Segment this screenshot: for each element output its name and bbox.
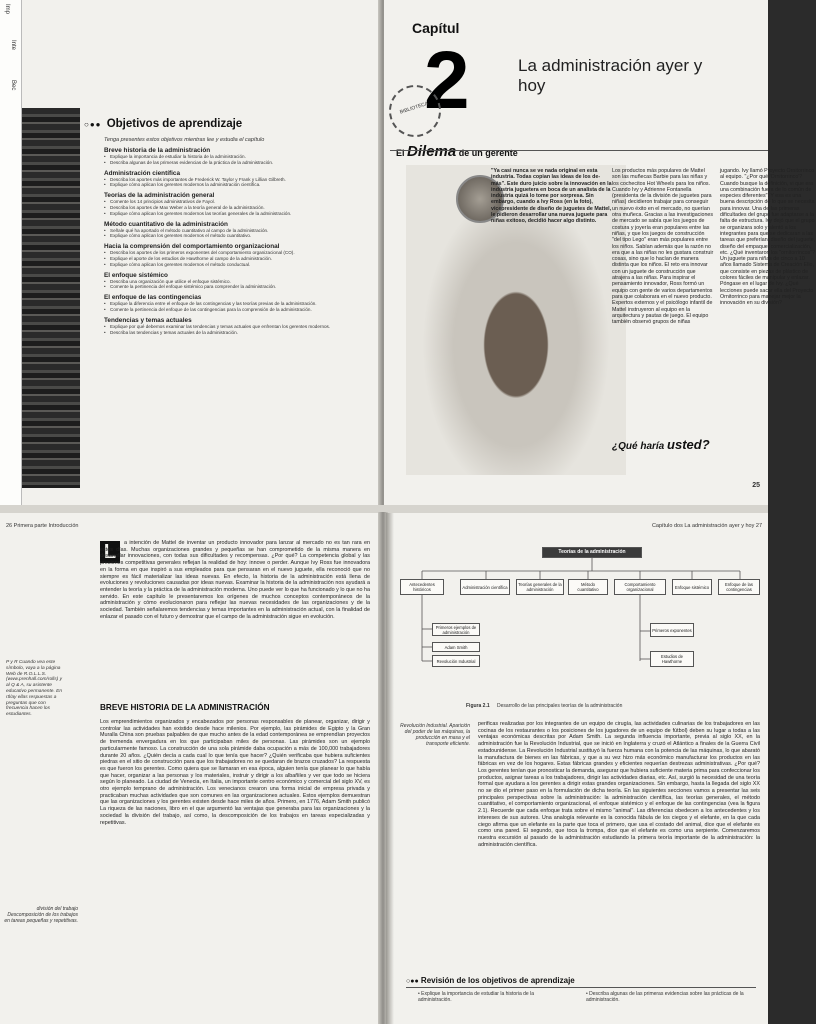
objective-heading: Método cuantitativo de la administración	[104, 220, 228, 228]
objective-item: • Explique cómo aplican los gerentes modernos el método cuantitativo.	[104, 233, 374, 239]
body-text: perificas realizadas por los integrantes de un equipo de cirugía, las actividades culinarias de los trabajadores en las cocinas de los restaurantes o los posiciones de los jugadores de un equipo de fútbol) deben su lugar a todas a las ventajas económicas descritas por Adam Smith. La segunda influencia importante, previa al siglo XX, en la administración fue la Revolución Industrial, que se inició en Inglaterra y cruzó el Atlántico a finales de la Guerra Civil estadounidense. La Revolución Industrial sustituyó la fuerza humana con la potencia de las máquinas, lo que abarató la manufactura de bienes en las fábricas, y que a su vez hizo más económico manufacturar los productos en las fábricas en vez de los hogares. Estas fábricas grandes y eficientes requerían destrezas administrativas. ¿Por qué? Los gerentes tenían que pronosticar la demanda, asegurar que hubiera suficiente materia prima para confeccionar los productos, asignar tareas a los trabajadores, dirigir las actividades diarias, etc. Así, surgió la necesidad de una teoría formal que ayudara a los gerentes a dirigir estas grandes organizaciones. Sin embargo, hasta la llegada del siglo XX no se dio el primer paso en la formulación de dicha teoría. En las siguientes secciones vamos a presentar las seis principales perspectivas sobre la administración: la administración científica, las teorías generales, el método cuantitativo, el comportamiento organizacional, el enfoque sistémico y el enfoque de las contingencias (vea la figura 2.1). Recuerde que cada enfoque trata sobre el mismo "animal". Las diferencias obedecen a los antecedentes y los intereses de sus autores. Una analogía relevante es la conocida fábula de los ciegos y el elefante, en la que cada ciego afirma que un elefante es la parte que toca el primero, que usa el costado del animal, dice que el elefante es como una pared. El segundo, que toca la trompa, dice que el elefante es como una serpiente. Comenzaremos nuestra excursión al pasado de la administración estudiando la primera teoría importante de la administración: la administración científica.	[478, 721, 760, 848]
pyr-sidenote: P y R Cuando vea este símbolo, vaya a la página Web de R.O.L.L.S. (www.prenhall.com/rolls) y al Q & A, su asistente educativo permanente. En rtl/ay ellas respuestas a preguntas que con frecuencia hacen los estudiantes.	[6, 660, 63, 718]
page-27	[386, 513, 768, 1024]
diagram-node: Administración científica	[460, 579, 510, 595]
objective-item: • Comente la pertinencia del enfoque sistémico para comprender la administración.	[104, 284, 374, 290]
objective-section	[104, 272, 374, 291]
diagram-node: Enfoque de las contingencias	[718, 579, 760, 595]
drop-cap: L	[100, 541, 120, 563]
diagram-subnode: Revolución Industrial	[432, 655, 480, 667]
objective-item: • Describa las tendencias y temas actuales de la administración.	[104, 330, 374, 336]
page-objectives	[0, 0, 382, 505]
objective-item: • Describa los aportes más importantes de Frederick W. Taylor y Frank y Lillian Gilbreth.	[104, 177, 374, 183]
objective-item: • Explique la importancia de estudiar la historia de la administración.	[104, 154, 374, 160]
dilema-heading: El Dilema de un gerente	[396, 143, 518, 160]
film-strip	[0, 0, 22, 505]
diagram-node: Enfoque sistémico	[672, 579, 712, 595]
objective-item: • Explique cómo aplican los gerentes modernos las teorías generales de la administración.	[104, 211, 374, 217]
margin-definition: Revolución Industrial. Aparición del poder de las máquinas, la producción en masa y el transporte eficiente.	[400, 723, 470, 747]
bullet-dots-icon: ○●●	[406, 978, 419, 985]
objective-section	[104, 317, 374, 336]
running-head: Capítulo dos La administración ayer y hoy 27	[651, 523, 762, 529]
objective-item: • Describa una organización que utilice el enfoque sistémico.	[104, 279, 374, 285]
figure-2-1-diagram	[392, 535, 762, 673]
objective-list	[104, 250, 374, 267]
dilema-column-3: jugando. Ivy llamó Proyecto Ornitorrinco al equipo. "¿Por qué 'Ornitorrinco'? Cuando busque la definición, vi que era una combinación fuera de lo común de especies diferentes". Y esa es una buena descripción de lo que se necesita para innovar. Una de las primeras dificultades del grupo fue adaptarse a la falta de estructura. Ivy dejó que el grupo se organizara solo y alentó a los integrantes para que se dedicaran a las tareas que preferían: diseño del juguete, diseño del empaque, comercialización, etc. ¿Qué inventaron los "ornitorrincos"? Un juguete para niñas de cinco a 10 años llamado Sistema de Creación Ello, que consiste en piezas de plástico de colores fáciles de manipular y enlazar. Póngase en el lugar de Ivy. ¿Qué lecciones puede sacar ella del Proyecto Ornitorrinco para manejar mejor la innovación en su división?	[720, 168, 816, 307]
objective-heading: El enfoque sistémico	[104, 271, 168, 279]
objective-section	[104, 170, 374, 189]
dilema-quote: "Ya casi nunca se ve nada original en esta industria. Todas copian las ideas de los de-más". Este duro juicio sobre la innovación en la industria juguetera en boca de un analista de la industria quizá lo tome por sorpresa. Sin embargo, cuando a Ivy Ross (en la foto), vicepresidente de diseño de juguetes de Mattel, le pidieron desarrollar una nueva juguete para niñas exitoso, decidió hacer algo distinto.	[491, 168, 612, 225]
intro-text: a intención de Mattel de inventar un producto innovador para lanzar al mercado no es tan rara en estos días. Muchas organizaciones grandes y pequeñas se han comprometido de la misma manera en desarrollar innovaciones, con todas sus dificultades y recompensas. ¿Por qué? La competencia global y las presiones competitivas generales reflejan la realidad de hoy: innove o perder. Aunque Ivy Ross fue innovadora en la forma en que inspiró a sus empleados para que pensaran en el nuevo juguete, ella reconoció que no siempre es fácil materializar las ideas nuevas. En efecto, la historia de la administración está llena de evoluciones y revoluciones causadas por ideas nuevas. Examinar la historia de la administración nos ayudará a entender la teoría y la práctica de la administración moderna. Uno puede ver lo que ha funcionado y lo que no ha servido. En este capítulo le presentaremos los orígenes de muchos conceptos contemporáneos de la administración y cómo evolucionaron para reflejar las nuevas necesidades de las organizaciones y de la sociedad. También señalaremos tendencias y temas importantes en la administración actual, con la finalidad de enlazar el pasado con el futuro y demostrar que el campo de la administración sigue en evolución.	[100, 540, 371, 620]
objective-item: • Explique cómo aplican los gerentes modernos el método conductual.	[104, 262, 374, 268]
page-chapter-opener	[384, 0, 816, 505]
objective-section	[104, 221, 374, 240]
bullet-dots-icon: ○●●	[84, 120, 102, 129]
objective-section	[104, 192, 374, 216]
page-26	[0, 513, 382, 1024]
strip-label: Bec	[10, 80, 16, 91]
objective-item: • Comente los 14 principios administrativos de Fayol.	[104, 199, 374, 205]
que-haria-usted: ¿Qué haría usted?	[612, 437, 710, 452]
margin-definition: división del trabajo Descomposición de los trabajos en tareas pequeñas y repetitivas.	[4, 906, 78, 924]
section-text: Los emprendimientos organizados y encabezados por personas responsables de planear, organizar, dirigir y controlar las actividades han existido desde hace milenios. Por ejemplo, las pirámides de Egipto y la Gran Muralla China son pruebas palpables de que mucho antes de la edad contemporánea se emprendían proyectos de tremenda envergadura en los que participaban miles de personas. Las pirámides son un ejemplo particularmente famoso. La construcción de una sola pirámide daba ocupación a más de 100,000 trabajadores durante 20 años. ¿Quién decía a cada cual lo que tenía que hacer? ¿Quién verificaba que hubiera suficientes piedras en el sitio de construcción para que los trabajadores no se quedaran de brazos cruzados? La respuesta es que fueron los gerentes. Como quiera que se llamaran en esa época, alguien tenía que planear lo que había que hacer, organizar a las personas y los materiales, instruir y dirigir a los albañiles y ver que todo se hiciera según lo planeado. La ciudad de Venecia, en Italia, un importante centro económico y comercial del siglo XV, es otro ejemplo temprano de administración. Los venecianos crearon una forma inicial de empresa privada y practicaban muchas actividades que son comunes en las organizaciones actuales. Estos ejemplos demuestran que las organizaciones y los gerentes existen desde hace miles de años. Primero, en 1776, Adam Smith publicó La riqueza de las naciones, libro en el que argumentó las ventajas que generaba para las organizaciones y la sociedad la división del trabajo, así como, la descomposición de los trabajos en tareas especializadas y repetitivas.	[100, 719, 370, 826]
strip-label: Inte	[10, 40, 16, 51]
diagram-node: Teorías generales de la administración	[516, 579, 564, 595]
objective-list	[104, 154, 374, 166]
objective-list	[104, 177, 374, 189]
diagram-node: Método cuantitativo	[568, 579, 608, 595]
objectives-intro: Tenga presentes estos objetivos mientras lee y estudia el capítulo	[104, 137, 265, 143]
objective-section	[104, 243, 374, 267]
chapter-label: Capítul	[412, 20, 460, 36]
objective-item: • Describa los aportes de los primeros exponentes del comportamiento organizacional (CO).	[104, 250, 374, 256]
objective-heading: Breve historia de la administración	[104, 147, 211, 154]
objective-heading: Tendencias y temas actuales	[104, 316, 192, 324]
objective-list	[104, 228, 374, 240]
objective-heading: Hacia la comprensión del comportamiento organizacional	[104, 243, 280, 251]
objectives-title: ○●● Objetivos de aprendizaje	[84, 118, 243, 130]
objective-item: • Describa algunas de las primeras evidencias de la práctica de la administración.	[104, 160, 374, 166]
diagram-root: Teorías de la administración	[542, 547, 642, 558]
revision-heading: ○●● Revisión de los objetivos de aprendizaje	[406, 976, 575, 985]
diagram-subnode: Estudios de Hawthorne	[650, 651, 694, 667]
diagram-node: Comportamiento organizacional	[614, 579, 666, 595]
objective-list	[104, 199, 374, 216]
objective-heading: Administración científica	[104, 169, 180, 177]
objective-heading: El enfoque de las contingencias	[104, 294, 202, 302]
objective-section	[104, 147, 374, 166]
objective-item: • Señale qué ha aportado el método cuantitativo al campo de la administración.	[104, 228, 374, 234]
objective-list	[104, 279, 374, 291]
running-head: 26 Primera parte Introducción	[6, 523, 79, 529]
diagram-subnode: Adam Smith	[432, 642, 480, 652]
objective-section	[104, 294, 374, 313]
objective-item: • Comente la pertinencia del enfoque de las contingencias para la comprensión de la administración.	[104, 307, 374, 313]
chapter-title: La administración ayer y hoy	[518, 56, 703, 95]
objective-item: • Explique la diferencia entre el enfoque de las contingencias y las teorías previas de la administración.	[104, 301, 374, 307]
chapter-number: 2	[424, 35, 470, 126]
revision-item: • Explique la importancia de estudiar la historia de la administración.	[418, 991, 534, 1003]
diagram-subnode: Primeros ejemplos de administración	[432, 623, 480, 636]
objective-item: • Explique el aporte de los estudios de Hawthorne al campo de la administración.	[104, 256, 374, 262]
revision-item: • Describa algunas de las primeras evidencias sobre las prácticas de la administración.	[586, 991, 744, 1003]
objective-item: • Describa los aportes de Max Weber a la teoría general de la administración.	[104, 205, 374, 211]
objective-item: • Explique cómo aplican los gerentes modernos la administración científica.	[104, 182, 374, 188]
objective-heading: Teorías de la administración general	[104, 192, 215, 200]
objectives-sections	[84, 147, 374, 335]
objective-item: • Explique por qué debemos examinar las tendencias y temas actuales que enfrentan los gerentes modernos.	[104, 324, 374, 330]
dilema-column-2: Los productos más populares de Mattel son las muñecas Barbie para las niñas y los cochecitos Hot Wheels para los niños. Cuando Ivy y Adrienne Fontanella (presidenta de la división de juguetes para niñas) decidieron trabajar para conseguir un nuevo éxito en el mercado, no querían otra muñeca. Gracias a las investigaciones de mercado se sabía que los juegos de costura y joyería eran populares entre las niñas, y que los juegos de construcción "del tipo Lego" eran más populares entre los niños. Sabían además que la razón no era que a las niñas no les gustara construir cosas, sino que lo hacían de manera distinta que los niños. El reto era innovar con un juguete de construcción que atrajera a las niñas. Para inspirar el pensamiento innovador, Ross formó un equipo con gente de varios departamentos para que colaborara en el nuevo producto. Expertos externos y el psicólogo infantil de Mattel instruyeron al equipo en la arquitectura y pautas de juego. El equipo también observó grupos de niñas	[612, 168, 714, 326]
dilema-rule	[390, 150, 768, 151]
diagram-node: Antecedentes históricos	[400, 579, 444, 595]
library-stamp: BIBLIOTECA	[382, 78, 448, 144]
decorative-photo-band	[22, 108, 80, 488]
diagram-subnode: Primeros exponentes	[650, 623, 694, 637]
section-heading: BREVE HISTORIA DE LA ADMINISTRACIÓN	[100, 703, 270, 712]
revision-rule	[406, 987, 756, 988]
objective-list	[104, 301, 374, 313]
objective-list	[104, 324, 374, 336]
objectives-box	[84, 118, 374, 498]
page-number: 25	[752, 482, 760, 489]
figure-caption: Figura 2.1 Desarrollo de las principales teorías de la administración	[466, 703, 623, 709]
strip-label: Imp	[4, 4, 10, 15]
